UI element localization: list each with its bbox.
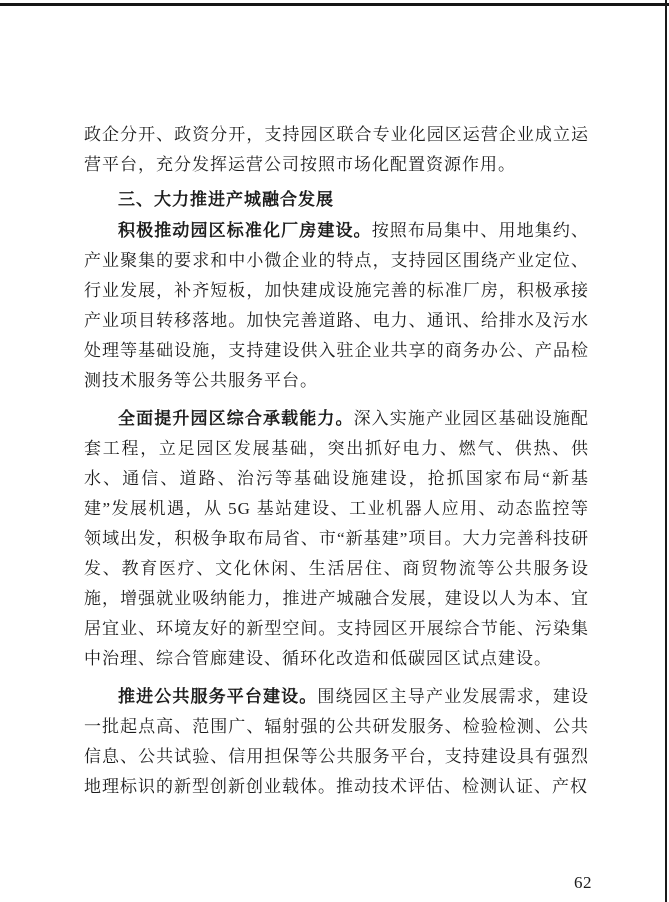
paragraph [84,216,589,396]
paragraph-body: 按照布局集中、用地集约、产业聚集的要求和中小微企业的特点，支持园区围绕产业定位、行业发展，补齐短板，加快建成设施完善的标准厂房，积极承接产业项目转移落地。加快完善道路、电力、通讯、给排水及污水处理等基础设施，支持建设供入驻企业共享的商务办公、产品检测技术服务等公共服务平台。 [84,221,590,390]
scan-edge-top [0,3,669,6]
paragraph-lead: 推进公共服务平台建设。 [118,687,318,706]
text-block [84,120,589,802]
paragraph [84,682,589,802]
paragraph-body: 深入实施产业园区基础设施配套工程，立足园区发展基础，突出抓好电力、燃气、供热、供水、通信、道路、治污等基础设施建设，抢抓国家布局“新基建”发展机遇，从 5G 基站建设、工业机器人应用、动态监控等领域出发，积极争取布局省、市“新基建”项目。大力完善科技研发、教育医疗、文化休闲、生活居住、商贸物流等公共服务设施，增强就业吸纳能力，推进产城融合发展，建设以人为本、宜居宜业、环境友好的新型空间。支持园区开展综合节能、污染集中治理、综合管廊建设、循环化改造和低碳园区试点建设。 [84,409,590,668]
section-heading: 三、大力推进产城融合发展 [118,190,334,209]
paragraph-body: 围绕园区主导产业发展需求，建设一批起点高、范围广、辐射强的公共研发服务、检验检测、公共信息、公共试验、信用担保等公共服务平台，支持建设具有强烈地理标识的新型创新创业载体。推动技术评估、检测认证、产权 [84,687,590,796]
paragraph [84,404,589,674]
page-number: 62 [574,873,592,892]
scan-edge-right [665,0,667,902]
paragraph-lead: 积极推动园区标准化厂房建设。 [118,221,372,240]
paragraph-lead: 全面提升园区综合承载能力。 [118,409,354,428]
paragraph-continuation: 政企分开、政资分开，支持园区联合专业化园区运营企业成立运营平台，充分发挥运营公司按照市场化配置资源作用。 [84,125,589,174]
